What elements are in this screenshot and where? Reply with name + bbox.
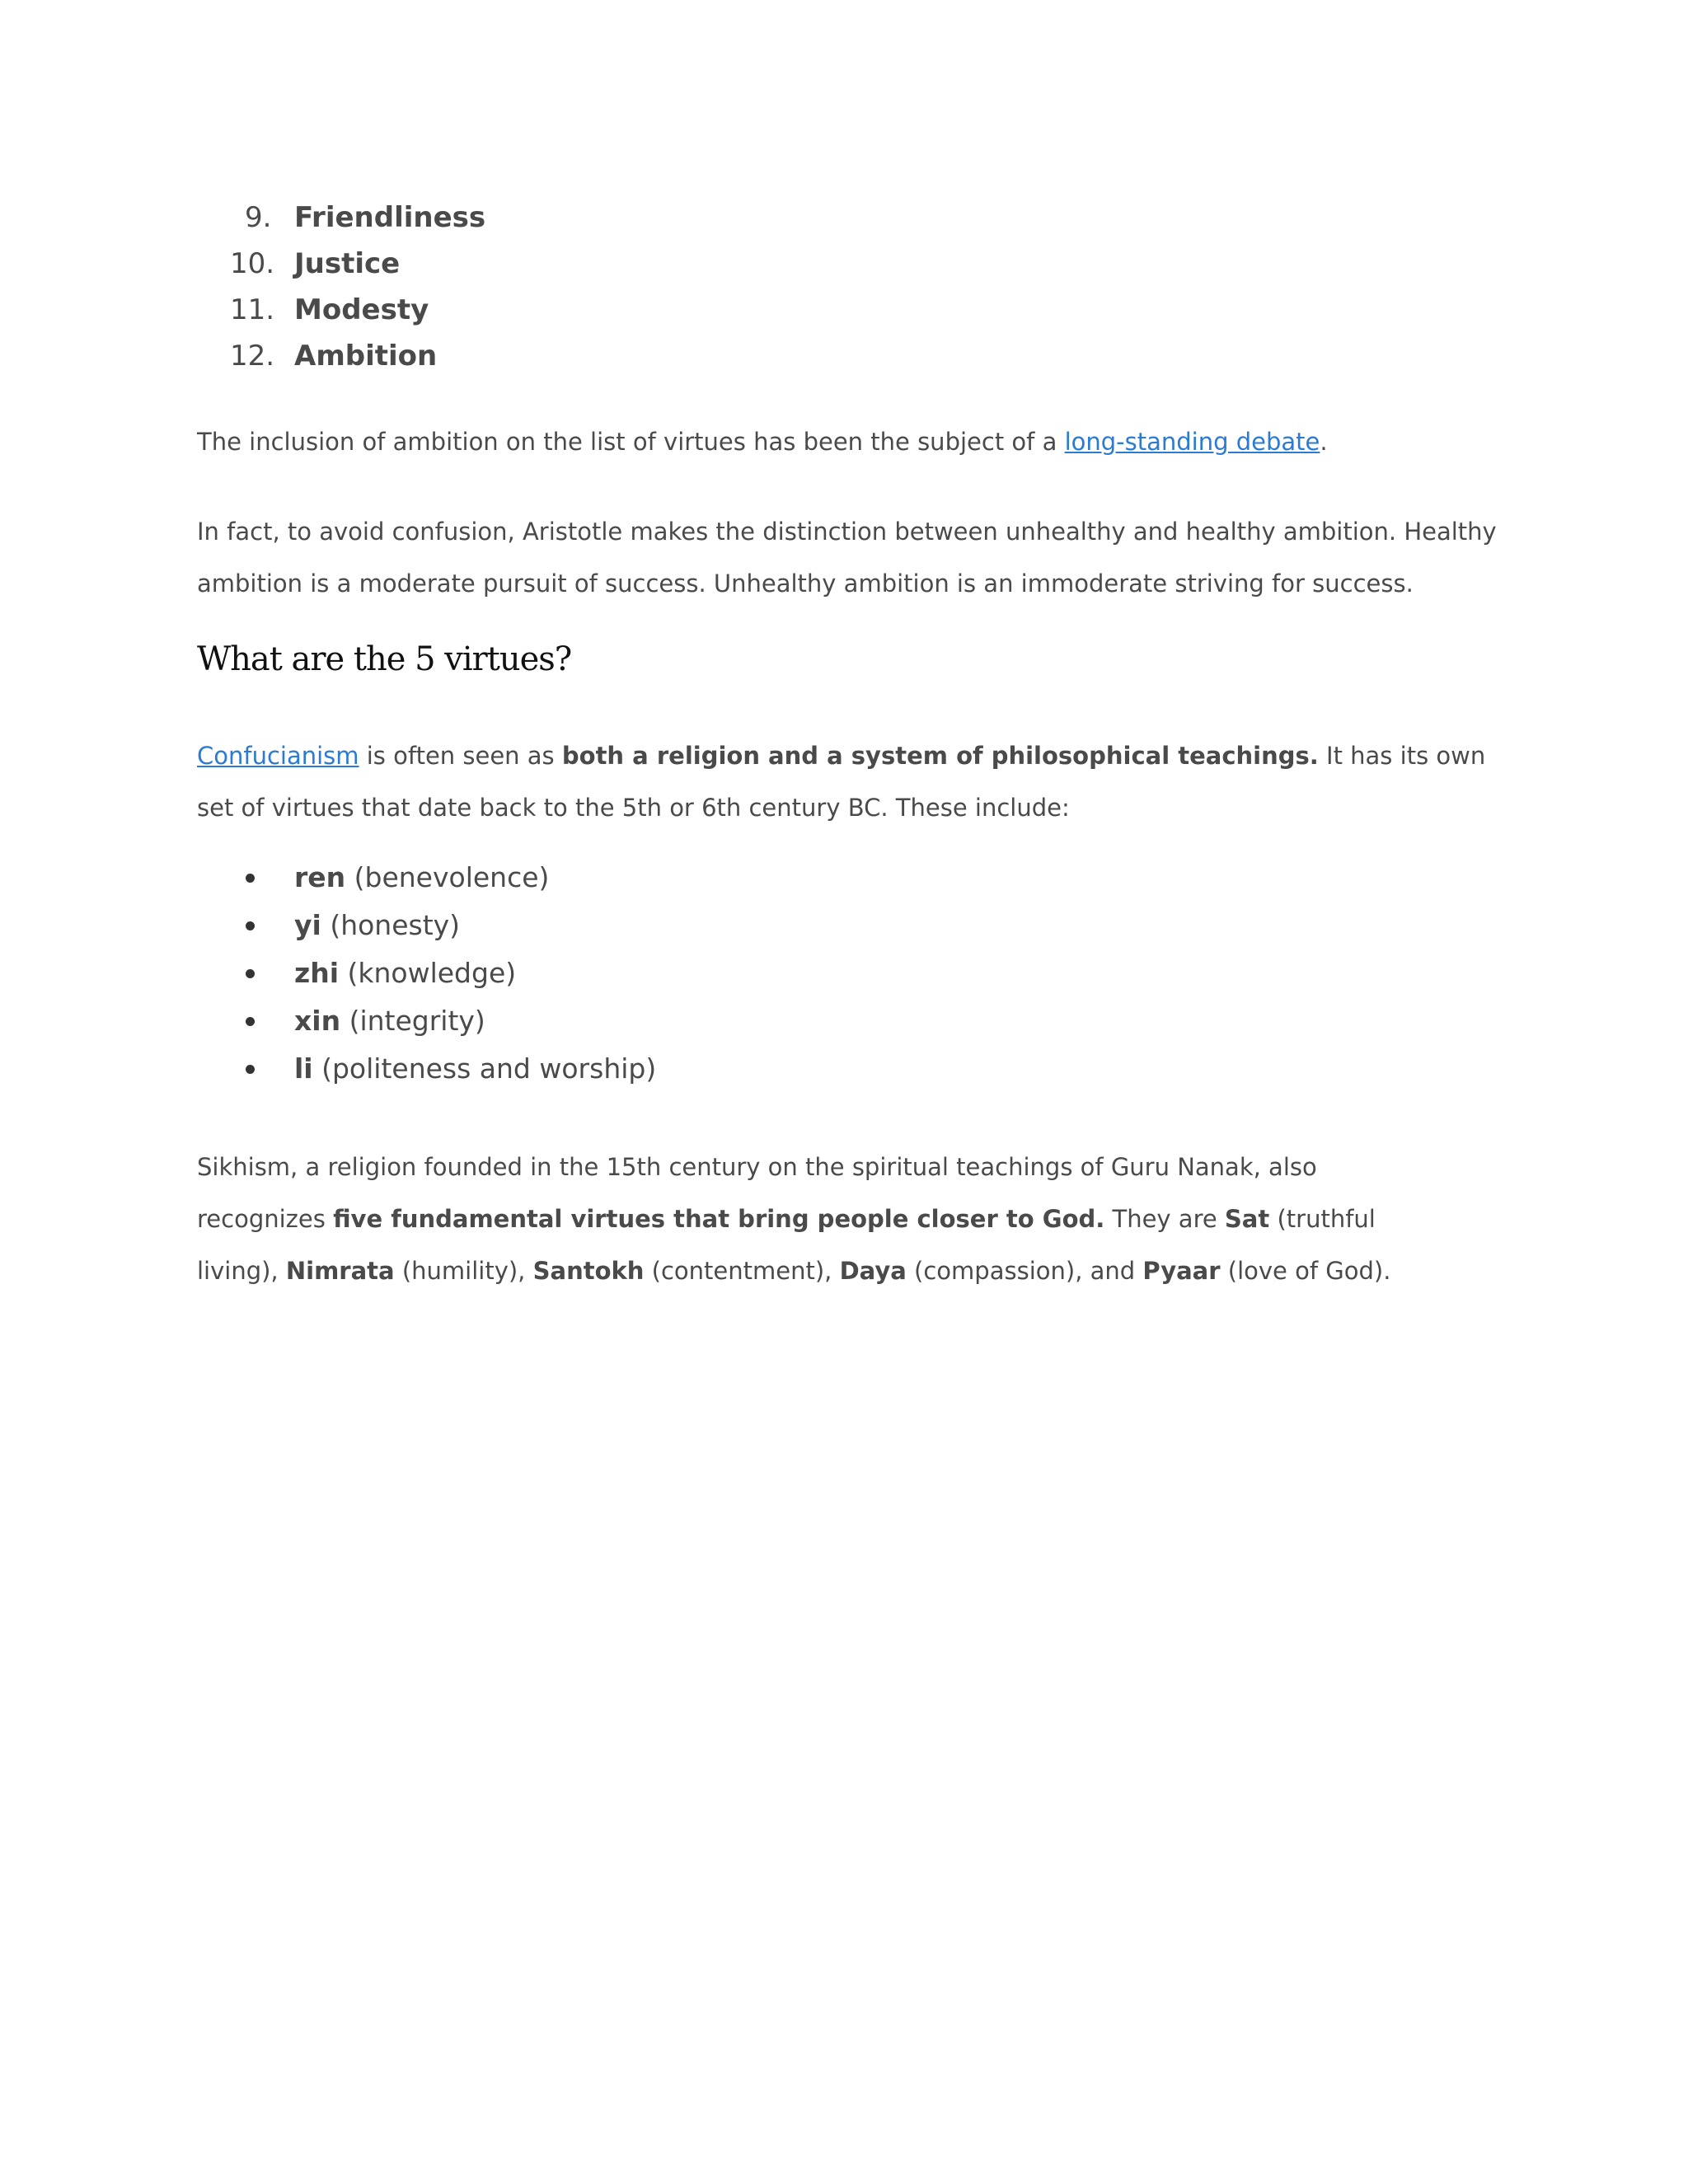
paragraph-text: The inclusion of ambition on the list of virtues has been the subject of a (197, 428, 1065, 456)
paragraph-line: set of virtues that date back to the 5th or 6th century BC. These include: (197, 794, 1070, 822)
sikhism-paragraph (197, 1141, 1390, 1297)
bullet-icon (246, 921, 255, 930)
paragraph-text: It has its own (1318, 742, 1486, 770)
virtue-term: zhi (294, 957, 340, 989)
list-number: 12. (230, 340, 275, 373)
paragraph-line: ambition is a moderate pursuit of success. Unhealthy ambition is an immoderate striving for success. (197, 569, 1414, 598)
paragraph-text: (truthful (1269, 1205, 1376, 1233)
list-number: 11. (230, 293, 275, 326)
paragraph-text: living), (197, 1257, 286, 1285)
bold-text: Pyaar (1142, 1257, 1221, 1285)
virtue-term: ren (294, 861, 346, 893)
bullet-icon (246, 969, 255, 978)
paragraph-line: In fact, to avoid confusion, Aristotle makes the distinction between unhealthy and healthy ambition. Healthy (197, 518, 1497, 546)
bold-text: Daya (839, 1257, 907, 1285)
list-number: 9. (245, 201, 272, 234)
virtue-term: yi (294, 909, 321, 941)
section-heading: What are the 5 virtues? (197, 640, 572, 678)
paragraph-text: (contentment), (644, 1257, 840, 1285)
bold-text: five fundamental virtues that bring people closer to God. (333, 1205, 1105, 1233)
confucianism-paragraph (197, 730, 1485, 834)
paragraph-text: (love of God). (1220, 1257, 1391, 1285)
virtue-description: (knowledge) (339, 957, 517, 989)
bold-text: Nimrata (285, 1257, 395, 1285)
confucianism-link[interactable]: Confucianism (197, 742, 359, 770)
paragraph-text: (compassion), and (906, 1257, 1143, 1285)
bold-text: both a religion and a system of philosophical teachings. (561, 742, 1319, 770)
paragraph-text: recognizes (197, 1205, 334, 1233)
list-item-text: Friendliness (294, 201, 486, 234)
bold-text: Sat (1224, 1205, 1270, 1233)
virtue-description: (honesty) (321, 909, 461, 941)
paragraph-text: They are (1104, 1205, 1225, 1233)
bullet-icon (246, 1065, 255, 1074)
virtue-description: (integrity) (340, 1005, 485, 1037)
virtue-description: (politeness and worship) (312, 1052, 657, 1085)
paragraph-text: (humility), (394, 1257, 533, 1285)
list-item-text: Justice (294, 247, 401, 280)
virtue-term: li (294, 1052, 313, 1085)
paragraph-line: Sikhism, a religion founded in the 15th century on the spiritual teachings of Guru Nanak, also (197, 1153, 1317, 1181)
paragraph-text: is often seen as (359, 742, 562, 770)
long-standing-debate-link[interactable]: long-standing debate (1064, 428, 1320, 456)
list-item-text: Ambition (294, 340, 438, 373)
bold-text: Santokh (532, 1257, 645, 1285)
list-number: 10. (230, 247, 275, 280)
list-item-text: Modesty (294, 293, 429, 326)
bullet-icon (246, 1017, 255, 1026)
virtue-description: (benevolence) (345, 861, 550, 893)
virtue-term: xin (294, 1005, 341, 1037)
ambition-debate-paragraph (197, 416, 1328, 468)
paragraph-text: . (1320, 428, 1328, 456)
aristotle-paragraph (197, 506, 1497, 610)
bullet-icon (246, 874, 255, 883)
